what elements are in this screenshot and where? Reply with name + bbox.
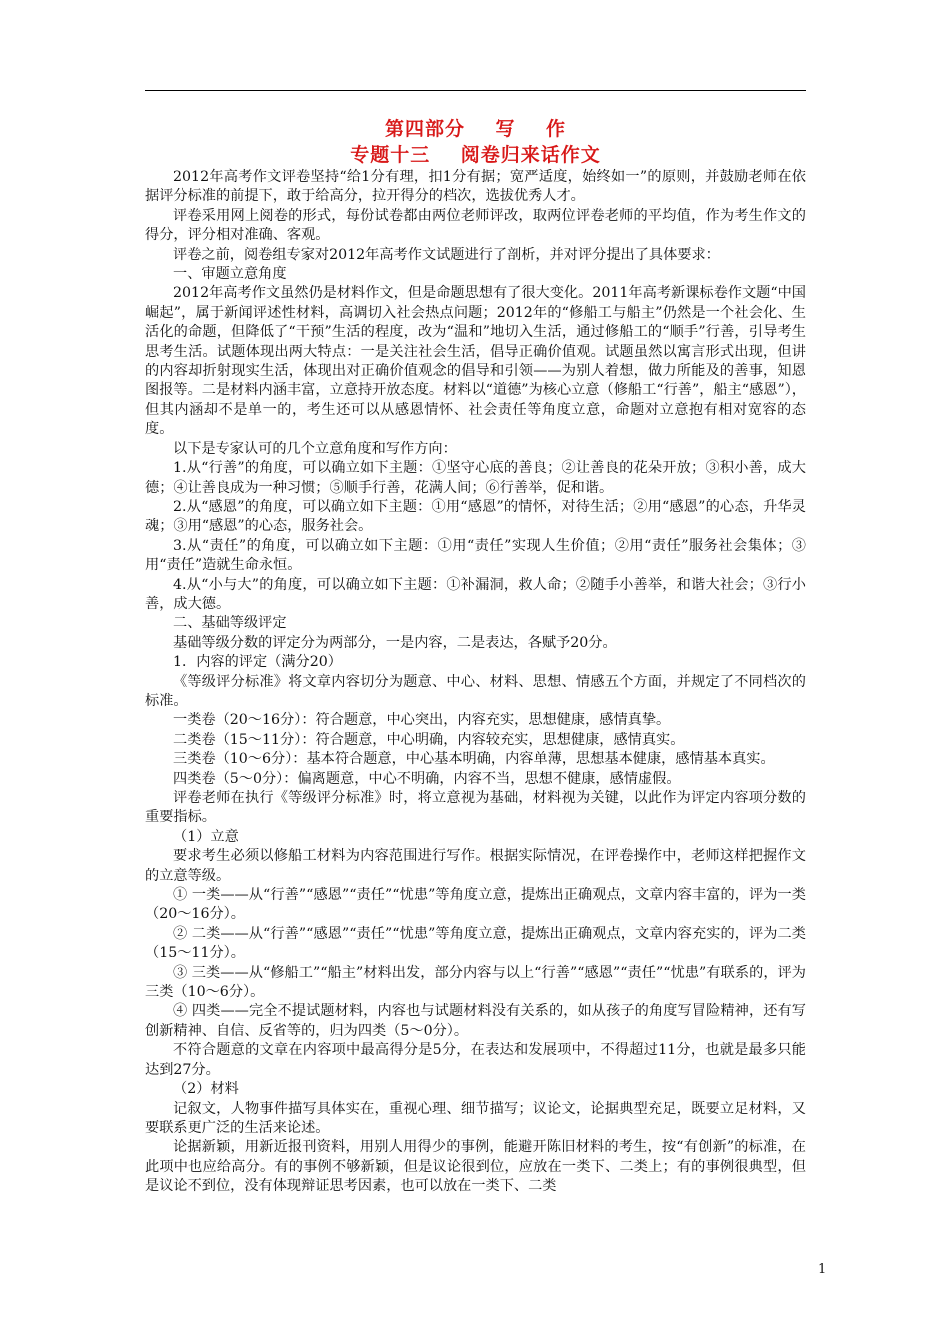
paragraph: 评卷老师在执行《等级评分标准》时，将立意视为基础，材料视为关键，以此作为评定内容项分数的重要指标。	[145, 790, 806, 826]
list-item: 2.从“感恩”的角度，可以确立如下主题：①用“感恩”的情怀，对待生活；②用“感恩”的心态，升华灵魂；③用“感恩”的心态，服务社会。	[145, 498, 806, 535]
paragraph: 2012年高考作文评卷坚持“给1分有理，扣1分有据；宽严适度，始终如一”的原则，并鼓励老师在依据评分标准的前提下，敢于给高分，拉开得分的档次，选拔优秀人才。	[145, 169, 806, 205]
list-item: ④ 四类——完全不提试题材料，内容也与试题材料没有关系的，如从孩子的角度写冒险精神，还有写创新精神、自信、反省等的，归为四类（5～0分）。	[145, 1003, 806, 1039]
grade-item: 二类卷（15～11分）：符合题意，中心明确，内容较充实，思想健康，感情真实。	[173, 731, 685, 748]
section-heading: 二、基础等级评定	[173, 615, 287, 632]
grade-item: 一类卷（20～16分）：符合题意，中心突出，内容充实，思想健康，感情真挚。	[173, 712, 671, 729]
part-title: 第四部分 写 作	[385, 118, 566, 140]
header-rule	[145, 90, 806, 91]
subsection-heading: （2）材料	[173, 1081, 239, 1098]
list-item: 1.从“行善”的角度，可以确立如下主题：①坚守心底的善良；②让善良的花朵开放；③积小善，成大德；④让善良成为一种习惯；⑤顺手行善，花满人间；⑥行善举，促和谐。	[145, 460, 806, 496]
paragraph: 记叙文，人物事件描写具体实在，重视心理、细节描写；议论文，论据典型充足，既要立足材料，又要联系更广泛的生活来论述。	[145, 1100, 806, 1136]
list-item: ③ 三类——从“修船工”“船主”材料出发，部分内容与以上“行善”“感恩”“责任”“忧患”有联系的，评为三类（10～6分）。	[145, 964, 806, 1001]
document-body	[145, 168, 806, 1197]
title-block	[145, 116, 806, 168]
page-number: 1	[818, 1262, 827, 1277]
paragraph: 评卷采用网上阅卷的形式，每份试卷都由两位老师评改，取两位评卷老师的平均值，作为考生作文的得分，评分相对准确、客观。	[145, 207, 806, 244]
paragraph: 要求考生必须以修船工材料为内容范围进行写作。根据实际情况，在评卷操作中，老师这样把握作文的立意等级。	[145, 848, 806, 884]
paragraph: 论据新颖，用新近报刊资料，用别人用得少的事例，能避开陈旧材料的考生，按“有创新”的标准，在此项中也应给高分。有的事例不够新颖，但是议论很到位，应放在一类下、二类上；有的事例很典型，但是议论不到位，没有体现辩证思考因素，也可以放在一类下、二类	[145, 1139, 806, 1195]
list-item: 3.从“责任”的角度，可以确立如下主题：①用“责任”实现人生价值；②用“责任”服务社会集体；③用“责任”造就生命永恒。	[145, 537, 806, 574]
paragraph: 以下是专家认可的几个立意角度和写作方向：	[173, 440, 457, 457]
list-item: ② 二类——从“行善”“感恩”“责任”“忧患”等角度立意，提炼出正确观点，文章内容充实的，评为二类（15～11分）。	[145, 925, 806, 962]
paragraph: 不符合题意的文章在内容项中最高得分是5分，在表达和发展项中，不得超过11分，也就是最多只能达到27分。	[145, 1042, 806, 1078]
paragraph: 2012年高考作文虽然仍是材料作文，但是命题思想有了很大变化。2011年高考新课标卷作文题“中国崛起”，属于新闻评述性材料，高调切入社会热点问题；2012年的“修船工与船主”仍然是一个社会化、生活化的命题，但降低了“干预”生活的程度，改为“温和”地切入生活，通过修船工的“顺手”行善，引导考生思考生活。试题体现出两大特点：一是关注社会生活，倡导正确价值观。试题虽然以寓言形式出现，但讲的内容却折射现实生活，体现出对正确价值观念的倡导和引领——为别人着想，做力所能及的善事，知恩图报等。二是材料内涵丰富，立意持开放态度。材料以“道德”为核心立意（修船工“行善”，船主“感恩”），但其内涵却不是单一的，考生还可以从感恩情怀、社会责任等角度立意，命题对立意抱有相对宽容的态度。	[145, 285, 806, 438]
list-item: ① 一类——从“行善”“感恩”“责任”“忧患”等角度立意，提炼出正确观点，文章内容丰富的，评为一类（20～16分）。	[145, 887, 806, 923]
subsection-heading: （1）立意	[173, 828, 239, 845]
subsection-heading: 1．内容的评定（满分20）	[173, 654, 342, 671]
grade-item: 四类卷（5～0分）：偏离题意，中心不明确，内容不当，思想不健康，感情虚假。	[173, 770, 681, 787]
topic-title: 专题十三 阅卷归来话作文	[350, 144, 601, 166]
section-heading: 一、审题立意角度	[173, 266, 287, 283]
paragraph: 基础等级分数的评定分为两部分，一是内容，二是表达，各赋予20分。	[173, 634, 617, 651]
grade-item: 三类卷（10～6分）：基本符合题意，中心基本明确，内容单薄，思想基本健康，感情基本真实。	[173, 751, 775, 768]
list-item: 4.从“小与大”的角度，可以确立如下主题：①补漏洞，救人命；②随手小善举，和谐大社会；③行小善，成大德。	[145, 576, 806, 612]
paragraph: 评卷之前，阅卷组专家对2012年高考作文试题进行了剖析，并对评分提出了具体要求：	[173, 246, 720, 263]
paragraph: 《等级评分标准》将文章内容切分为题意、中心、材料、思想、情感五个方面，并规定了不同档次的标准。	[145, 673, 806, 709]
